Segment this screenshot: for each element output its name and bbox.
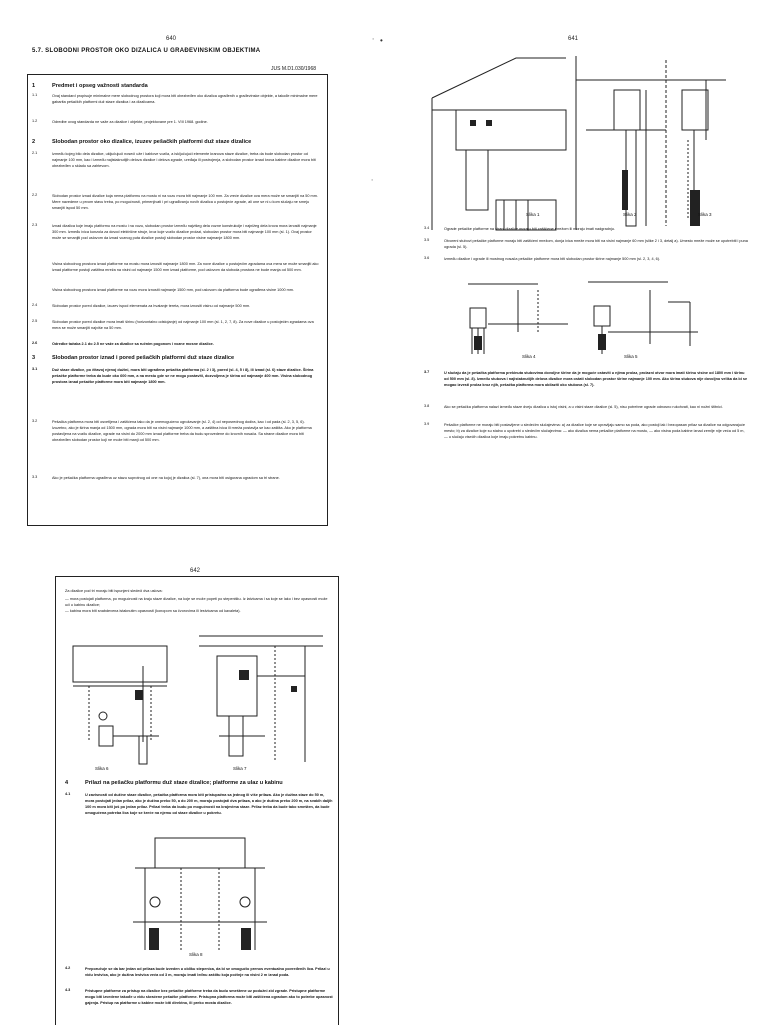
- page-642: 642 Za dizalice pod tri moraju biti ispunjeni sledeći dva uslova: — mora postojati platforma, po mogućnosti na kraju staze dizalice, na koje se može popeti po stepeništu. Iz latvicama i sa koje se lako i bez opasnosti može ući u kabinu dizalice; — kabina mora biti snabdevena istaknutim opasnosti (konopom sa čvorovima ili lestvicama od kavaleta). Slika 6 Slika 7 4 Prilazi na pešačku platformu duž staze dizalice; platforme za ulaz u kabinu 4.1 U zavisnosti od dužine staze dizalice, pešačka platforma mora biti pristupačna sa jednog ili više prilaza. Ako je dužina staze do 50 m, mora postojati jedan prilaz, ako je dužina preko 50, a do 200 m, moraju postojati dva prilaza, a ako je dužina preko 200 m, na svakih daljih 100 m mora biti još po jedan prilaz. Prilazi treba da budu po mogućnosti na krajevima staze. Prilaz treba da bude tako smešten, da bude omogućena potreba lica koje se kreće na njemu od staze dizalice u pokretu. Slika 8 4.2 Preporučuje se da bar jedan od prilaza bude izveden u obliku stepenica, da bi se omogućio prenos eventualno povređenih lica. Prilazi u vidu lestvica, ako je dužina lestvica veća od 3 m, moraju imati leđnu zaštitu koja počinje na visini 2 m iznad poda. 4.3 Pristupne platforme za pristup na dizalice bez pešačke platforme treba da budu smeštene uz podužni zid zgrade. Pristupne platforme mogu biti izvedene takođe u vidu skraćene pešačke platforme. Pristupna platforma može biti zaštićena ogradom ako to potrebe opasnost gajenja. Pristup na platforme u kabine može biti direktno, ili preko mosta dizalice.: [55, 562, 345, 1024]
- standard-text-frame: 1 Predmet i opseg važnosti standarda 1.1 Ovaj standard propisuje minimalne mere slobodnog prostora koji mora biti obezbeđen oko dizalica ugrađenih u građevinske objekte, a takođe minimalne mere gabarita pešačkih platformi duž staze dizalica i za dizalicama. 1.2 Odredbe ovog standarda ne važe za dizalice i objekte, projektovane pre 1. VIII 1968. godine. 2 Slobodan prostor oko dizalice, izuzev pešačkih platformi duž staze dizalice 2.1 Između kojeg bilo dela dizalice, uključujući noseći uže i kablove vozila, a isključujući elemente kranova staze dizalice, treba da bude slobodan prostor od najmanje 100 mm, kao i između najistaknutijih delova dizalice i delova zgrade, uređaja ili postrojenja, a slobodan prostor iznad krova kabine dizalice mora biti obezbeđen u skladu sa zahtevom. 2.2 Slobodan prostor iznad dizalice koja nema platformu na mostu ni na vozu mora biti najmanje 100 mm. Za vreće dizalice ova mera može se smanjiti na 50 mm. Mere navedene u prvom stavu treba, po mogućnosti, primenjivati i pri ugrađivanju novih dizalica u postojeće zgrade, ali one se ni u kom slučaju ne smeju smanjiti ispod 50 mm. 2.3 Iznad dizalica koje imaju platformu na mostu i na vozu, slobodan prostor između najvišeg dela vozne konstrukcije i najnižeg dela krova mora iznositi najmanje 300 mm. Između ivica konzola za dovod električne struje, kroz koje vozilo dizalice prolazi, slobodan prostor mora biti najmanje 100 mm (sl. 1). Ovaj prostor može se smanjiti pod uslovom da iznad voznog puta dizalice postoji slobodan prostor visine najmanje 1800 mm. Visina slobodnog prostora iznad platforme na mostu mora iznositi najmanje 1800 mm. Za nove dizalice u postojećim zgradama ova mera se može smanjiti ako iznad platforme postoji zaštitna mreža na visini od najmanje 1500 mm iznad platforme, pod uslovom da sloboda prostora ne bude manja od 500 mm. Visina slobodnog prostora iznad platforme na vozu mora iznositi najmanje 1500 mm, pod uslovom da platforma bude ograđena visine 1000 mm. 2.4 Slobodan prostor pored dizalice, izuzev ispod elemenata za hvatanje tereta, mora iznositi visinu od najmanje 500 mm. 2.5 Slobodan prostor pored dizalice mora imati širinu (horizontalno odstojanje) od najmanje 100 mm (sl. 1, 2, 7, 8). Za nove dizalice u postojećim zgradama ova mera se može smanjiti najviše na 50 mm. 2.6 Odredbe tačaka 2.1 do 2.5 ne važe za dizalice sa ručnim pogonom i vozne mosne dizalice. 3 Slobodan prostor iznad i pored pešačkih platformi duž staze dizalice 3.1 Duž staze dizalice, po čitavoj njenoj dužini, mora biti ugrađena pešačka platforma (sl. 2 i 3), pored (sl. 4, 5 i 8), ili iznad (sl. 6) staze dizalice. Širina pešačke platforme treba da bude oko 600 mm, a na mestu gde se ne mogu postaviti, dozvoljena je širina od najmanje 400 mm. Visina slobodnog prostora iznad pešačke platforme mora biti najmanje 1800 mm. 3.2 Pešačka platforma mora biti osvetljena i zaštićena tako da je onemogućeno ugrožavanje (sl. 2, 4) od neposrednog dodira, kao i od pada (sl. 2, 3, 5, 6). Izuzetno, ako je širina manja od 1500 mm, ograda mora biti na visini najmanje 1000 mm, a zaštitna ivica ili mreža postavlja se kao zaštita. Ako je platforma postavljena na vozilu dizalice, ograde na visini do 2000 mm iznad platforme treba da budu sprovedene do krovnih nosača. Sa strane dizalice mora biti obezbeđen slobodan prostor koji ne može biti manji od 500 mm. 3.3 Ako je pešačka platforma ugrađena uz stazu suprotnog od one na kojoj je dizalica (sl. 7), ona mora biti osigurana ogradom sa tri strane.: [27, 74, 328, 526]
- figure-8-drawing: [125, 832, 275, 952]
- figure-caption: Slika 5: [624, 354, 638, 359]
- figure-caption: Slika 1: [526, 212, 540, 217]
- side-mark: •: [380, 36, 383, 45]
- figure-4-5-drawing: [458, 272, 728, 354]
- side-mark: ∙: [371, 175, 374, 184]
- figure-caption: Slika 6: [95, 766, 109, 771]
- chapter-heading: 5.7. SLOBODNI PROSTOR OKO DIZALICA U GRAĐEVINSKIM OBJEKTIMA: [32, 48, 261, 54]
- page-640: [0, 0, 375, 540]
- page-number: 640: [166, 36, 177, 42]
- figure-caption: Slika 3: [698, 212, 712, 217]
- page-number: 641: [568, 36, 579, 42]
- page-number: 642: [190, 568, 201, 574]
- side-mark: ∙: [372, 34, 375, 43]
- figure-caption: Slika 7: [233, 766, 247, 771]
- figure-1-3-drawing: [426, 50, 732, 234]
- figure-caption: Slika 4: [522, 354, 536, 359]
- page-641: 641 Slika 1 Slika 2 Slika 3 3.4 Ograde pešačke platforme na strani dizalice moraju biti zaštićene mrežom ili moraju imati nadgradnju. 3.5 Otvoreni stubovi pešačke platforme moraju biti zaštićeni mrežom, donja ivica mreže mora biti na visini najmanje 60 mm (slike 2 i 3, detalj a). Umesto mreže može se upotrebiti i puna ograda (sl. 5). 3.6 Između dizalice i ograde ili mostnog nosača pešačke platforme mora biti slobodan prostor širine najmanje 500 mm (sl. 2, 3, 4, 6). Slika 4 Slika 5 3.7 U slučaju da je pešačka platforma prekinuta stubovima dovoljne širine da je moguće ostaviti u njima prolaz, prolazni otvor mora imati širinu visine od 1800 mm i širinu od 500 mm (sl. 8). Između stubova i najistaknutijih delova dizalice mora ostati slobodan prostor širine najmanje 100 mm. Ako širina stubova nije dovoljno velika da bi se mogao izvesti prolaz kroz njih, pešačka platforma mora obilaziti oko stubova (sl. 7). 3.8 Ako se pešačka platforma nalazi između staze dveju dizalica u istoj visini, a u visini staze dizalice (sl. 5), nisu potrebne ograde odnosno rukohvati, kao ni nožni štitnici. 3.9 Pešačke platforme ne moraju biti postavljene u sledećim slučajevima: a) za dizalice koje se upravljaju samo sa poda, ako postoji lak i bezopasan prilaz sa dizalice na odgovarajuće mesto; b) za dizalice koje su stalno u upotrebi u sledećim slučajevima: — ako dizalica nema pešačke platforme na mostu, — ako visina poda kabine iznad zemlje nije veća od 5 m, — u slučaju visećih dizalica koje imaju pokretnu kabinu.: [398, 28, 768, 518]
- figure-caption: Slika 8: [189, 952, 203, 957]
- figure-6-7-drawing: [69, 626, 323, 766]
- standard-code: JUS M.D1.030/1968: [271, 66, 317, 72]
- figure-caption: Slika 2: [623, 212, 637, 217]
